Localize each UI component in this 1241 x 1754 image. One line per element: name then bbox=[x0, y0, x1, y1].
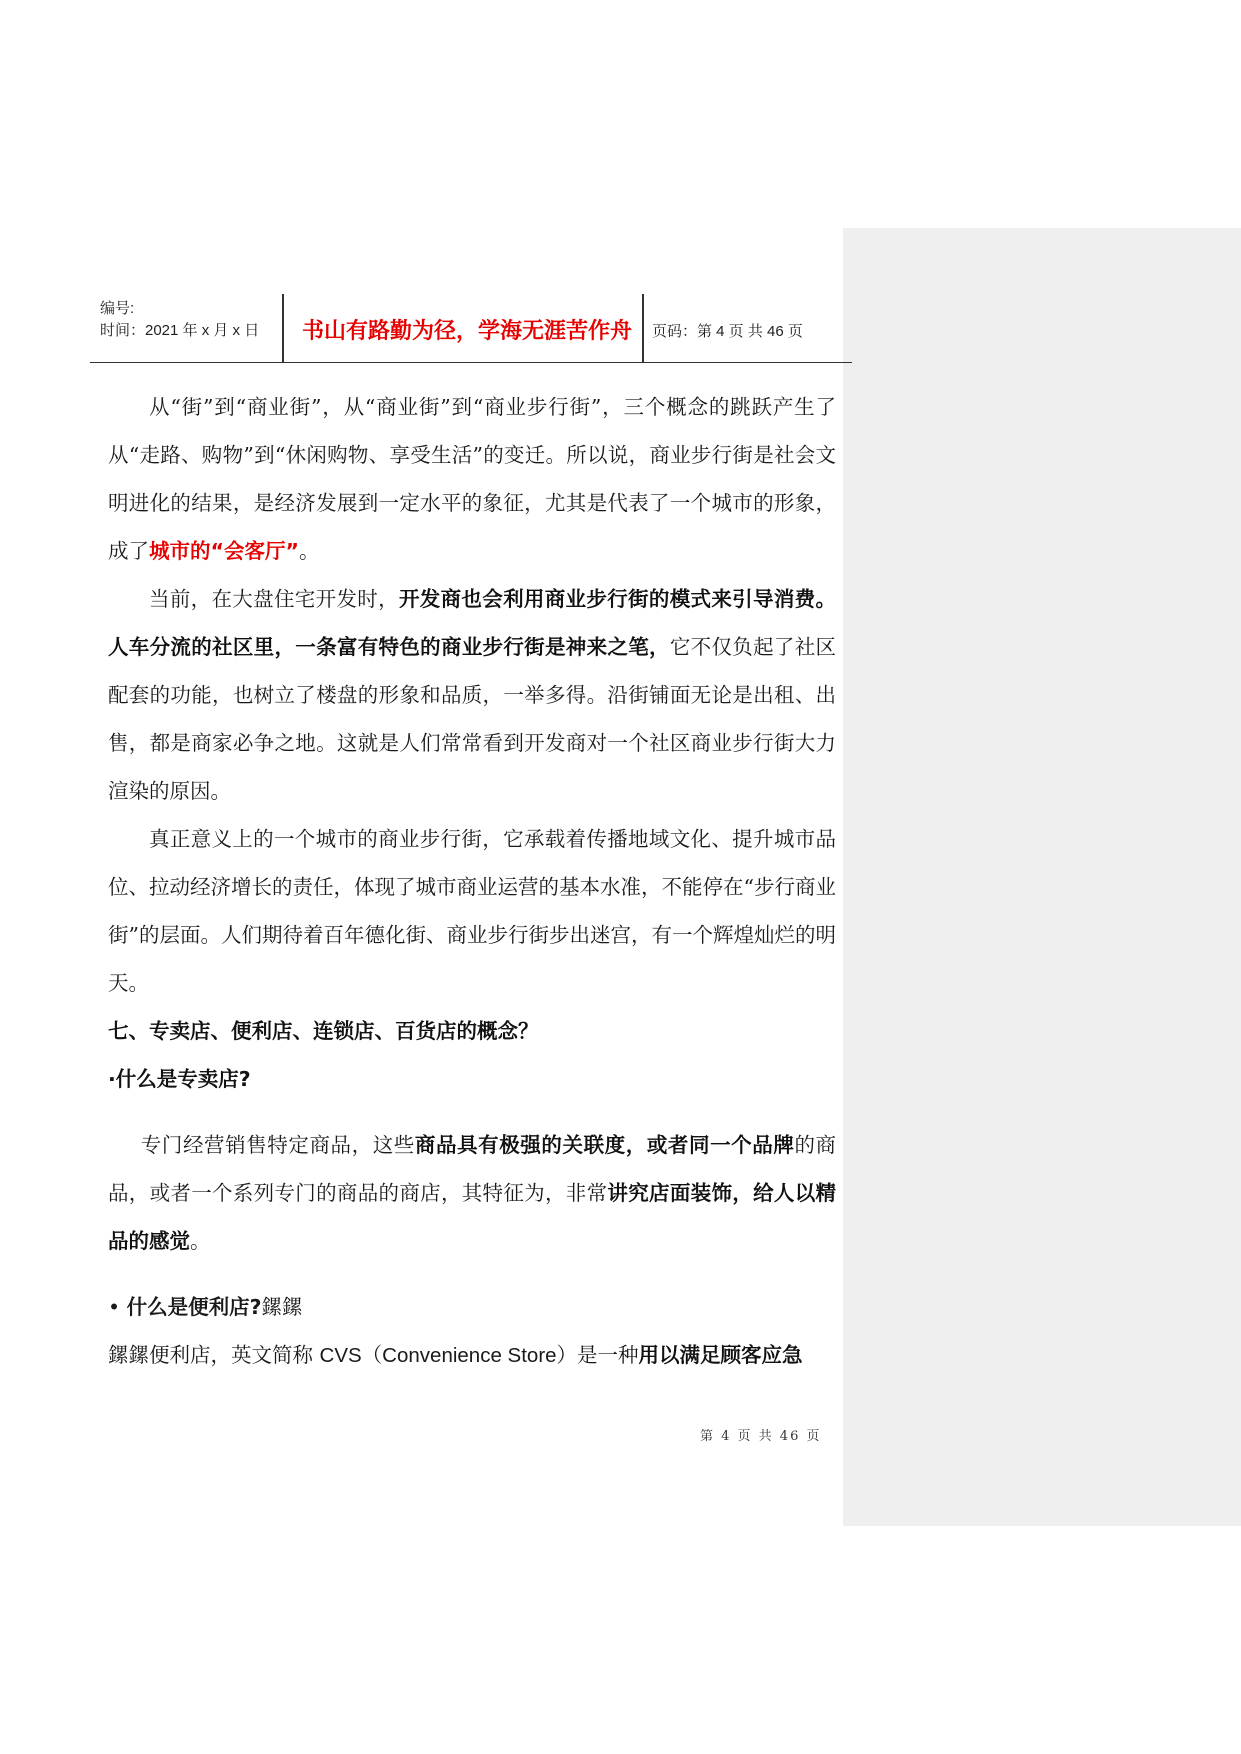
garbled-text: 鏍鏍 bbox=[261, 1295, 303, 1319]
paragraph-text: 当前，在大盘住宅开发时， bbox=[149, 587, 399, 611]
paragraph-text: 的商品，或者一个系列专门的商品的商店，其特征为，非常 bbox=[108, 1133, 837, 1205]
paragraph-bold: 讲究店面装饰，给人以精品的感觉 bbox=[108, 1181, 837, 1253]
page-footer: 第 4 页 共 46 页 bbox=[700, 1429, 822, 1444]
paragraph-bold: 商品具有极强的关联度，或者同一个品牌 bbox=[414, 1133, 795, 1157]
paragraph-text: 是一种 bbox=[577, 1343, 639, 1367]
paragraph-text: 从“街”到“商业街”，从“商业街”到“商业步行街”，三个概念的跳跃产生了从“走路、购物”到“休闲购物、享受生活”的变迁。所以说，商业步行街是社会文明进化的结果，是经济发展到一定水平的象征，尤其是代表了一个城市的形象，成了 bbox=[108, 395, 836, 563]
paragraph: 真正意义上的一个城市的商业步行街，它承载着传播地域文化、提升城市品位、拉动经济增长的责任，体现了城市商业运营的基本水准，不能停在“步行商业街”的层面。人们期待着百年德化街、商业步行街步出迷宫，有一个辉煌灿烂的明天。 bbox=[108, 827, 836, 995]
paragraph-text: 。 bbox=[298, 539, 320, 563]
header-info bbox=[100, 298, 259, 342]
document-body bbox=[108, 383, 836, 1380]
comment-margin bbox=[843, 228, 1241, 1526]
paragraph-text: 它不仅负起了社区配套的功能，也树立了楼盘的形象和品质，一举多得。沿街铺面无论是出租、出售，都是商家必争之地。这就是人们常常看到开发商对一个社区商业步行街大力渲染的原因。 bbox=[108, 635, 837, 803]
paragraph-text: 鏍鏍便利店，英文简称 bbox=[108, 1343, 320, 1367]
paragraph-text: CVS（Convenience Store） bbox=[319, 1344, 578, 1367]
spacer bbox=[108, 1265, 836, 1283]
subheading-bold: 什么是便利店? bbox=[126, 1295, 262, 1319]
header-page-code: 页码：第 4 页 共 46 页 bbox=[652, 323, 803, 340]
header-divider-left bbox=[282, 294, 284, 362]
section-heading: 七、专卖店、便利店、连锁店、百货店的概念？ bbox=[108, 1019, 539, 1043]
subheading: ·什么是专卖店? bbox=[108, 1067, 251, 1091]
document-date: 时间：2021 年 x 月 x 日 bbox=[100, 322, 260, 339]
paragraph-bold: 用以满足顾客应急 bbox=[638, 1343, 803, 1367]
paragraph bbox=[108, 1121, 836, 1265]
document-number-label: 编号: bbox=[100, 300, 135, 317]
paragraph bbox=[108, 1331, 836, 1380]
paragraph-bold: 开发商也会利用商业步行街的模式来引导消费。人车分流的社区里，一条富有特色的商业步行街是神来之笔， bbox=[108, 587, 836, 659]
page-header bbox=[90, 294, 852, 363]
bullet-icon: • bbox=[108, 1295, 127, 1319]
paragraph-text: 。 bbox=[190, 1229, 211, 1253]
header-divider-right bbox=[642, 294, 644, 362]
highlight-red: 城市的“会客厅” bbox=[149, 539, 299, 563]
spacer bbox=[108, 1103, 836, 1121]
paragraph-text: 专门经营销售特定商品，这些 bbox=[140, 1133, 415, 1157]
header-motto: 书山有路勤为径，学海无涯苦作舟 bbox=[302, 319, 633, 344]
paragraph bbox=[108, 383, 836, 575]
subheading bbox=[108, 1283, 836, 1331]
paragraph bbox=[108, 575, 836, 815]
